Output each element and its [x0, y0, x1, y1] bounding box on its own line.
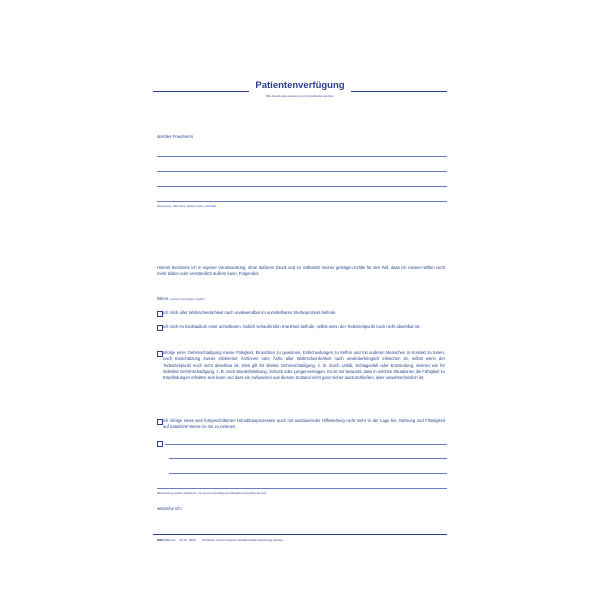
option-3-text: infolge einer Gehirnschädigung meine Fähigkeit, Einsichten zu gewinnen, Entscheidungen zu treffen und mit anderen Menschen in Kontakt zu treten, nach Einschätzung zweier erfahrener Ärztinnen oder Ärzte aller Wahrscheinlichkeit nach unwiederbringlich erloschen ist, selbst wenn der Todeszeitpunkt noch nicht absehbar ist. Dies gilt für direkte Gehirnschädigung, z. B. durch Unfall, Schlaganfall oder Entzündung, ebenso wie für indirekte Gehirnschädigung, z. B. nach Wiederbelebung, Schock oder Lungenversagen. Es ist mir bewusst, dass in solchen Situationen die Fähigkeit zu Empfindungen erhalten sein kann und dass ein Aufwachen aus diesem Zustand nicht ganz sicher auszuschließen, aber unwahrscheinlich ist. — [163, 350, 445, 381]
title-rule-left — [153, 91, 249, 92]
person-line-2[interactable] — [157, 171, 447, 172]
option-2 — [157, 324, 445, 330]
option-2-text: ich mich im Endstadium einer unheilbaren, tödlich verlaufenden Krankheit befinde, selbst wenn der Todeszeitpunkt noch nicht absehbar ist, — [163, 324, 421, 329]
person-label: der/des Frau/Herrn — [157, 134, 194, 139]
option-other-checkbox[interactable] — [157, 441, 163, 447]
wuensche-label: wünsche ich: — [157, 506, 182, 511]
option-2-checkbox[interactable] — [157, 325, 163, 331]
option-4-text: ich infolge eines weit fortgeschrittenen Hirnabbauprozesses auch mit ausdauernder Hilfestellung nicht mehr in der Lage bin, Nahrung und Flüssigkeit auf natürliche Weise zu mir zu nehmen, — [163, 418, 445, 430]
option-4-checkbox[interactable] — [157, 419, 163, 425]
option-1-checkbox[interactable] — [157, 311, 163, 317]
wenn-row — [157, 296, 205, 303]
form-subtitle: Bitte Zutreffendes ankreuzen und Unzutreffendes streichen — [266, 95, 334, 98]
person-line-4[interactable] — [157, 201, 447, 202]
option-3 — [157, 350, 445, 381]
person-caption: (Vorname(n), Nachname, geboren am/in, wohnhaft) — [157, 205, 217, 208]
footer-notice: Nachdruck, ebenso Kopieren und elektronische Speicherung verboten — [202, 539, 283, 542]
title-rule-right — [351, 91, 447, 92]
option-1-text: ich mich aller Wahrscheinlichkeit nach unabwendbar im unmittelbaren Sterbeprozess befinde, — [163, 310, 337, 315]
footer-rule — [153, 534, 447, 535]
wenn-hint: (mehrere Nennungen möglich) — [169, 298, 205, 301]
person-line-3[interactable] — [157, 186, 447, 187]
form-title: Patientenverfügung — [255, 80, 345, 91]
other-line-1[interactable] — [165, 444, 447, 445]
form-sheet — [153, 62, 447, 550]
option-1 — [157, 310, 445, 316]
option-3-checkbox[interactable] — [157, 351, 163, 357]
footer-article: Art.Nr. 2865 — [179, 538, 196, 542]
other-line-3[interactable] — [169, 473, 447, 474]
other-line-2[interactable] — [169, 458, 447, 459]
option-4 — [157, 418, 445, 431]
footer-brand-rest: VERLAG — [163, 538, 176, 542]
wenn-label: Wenn — [157, 296, 169, 301]
other-line-4[interactable] — [157, 488, 447, 489]
declaration-text: Hiermit bestimme ich in eigener Verantwortung, ohne äußeren Druck und im Vollbesitz meiner geistigen Kräfte für den Fall, dass ich meinen Willen nicht mehr bilden oder verständlich äußern kann, Folgendes. — [157, 265, 445, 277]
footer-brand-bold: RNK — [157, 538, 164, 542]
footer — [157, 538, 283, 542]
other-caption: (Beschreibung anderer Situationen, die mit einer Einwilligungsunfähigkeit einhergehen können) — [157, 492, 267, 495]
person-line-1[interactable] — [157, 156, 447, 157]
